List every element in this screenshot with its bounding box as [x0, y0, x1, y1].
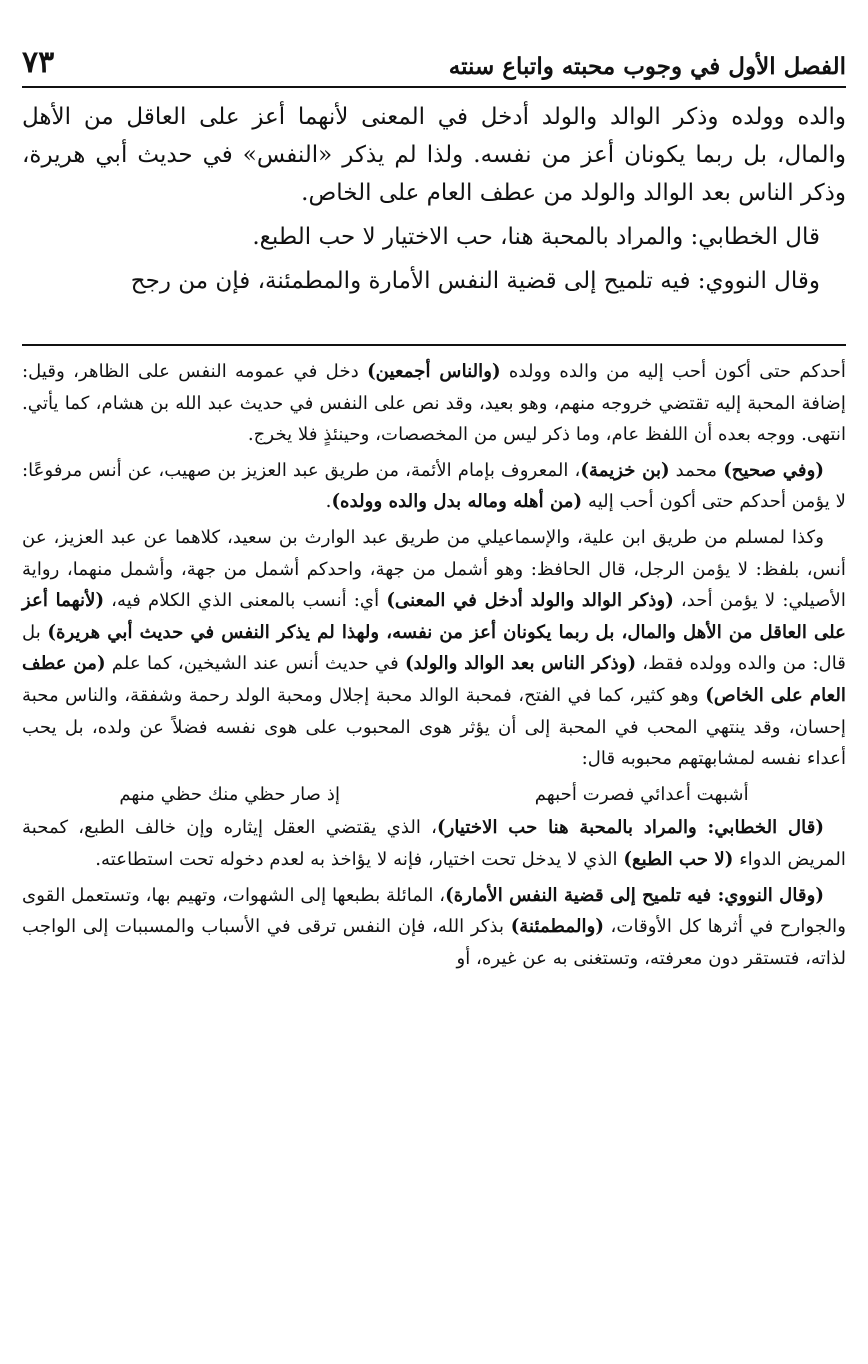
commentary-text: بذكر الله، فإن النفس ترقى في الأسباب والمسببات إلى الواجب لذاته، فتستقر دون معرفته، وتستغنى به عن غيره، أو [22, 916, 846, 969]
page-number: ٧٣ [22, 45, 55, 80]
commentary-quote: (قال الخطابي: والمراد بالمحبة هنا حب الاختيار) [436, 817, 824, 839]
commentary-text: دخل في عمومه النفس على الظاهر، وقيل: إضافة المحبة إليه تقتضي خروجه منهم، وهو بعيد، وقد نص على النفس في حديث عبد الله بن هشام، كما يأتي. انتهى. ووجه بعده أن اللفظ عام، وما ذكر ليس من المخصصات، وحينئذٍ فلا يخرج. [22, 361, 846, 446]
commentary-quote: (من عطف العام على الخاص) [22, 653, 846, 706]
commentary-text: بل قال: من والده وولده فقط، [22, 621, 846, 675]
commentary-text: أي: أنسب بالمعنى الذي الكلام فيه، [104, 590, 387, 612]
main-paragraph-1: والده وولده وذكر الوالد والولد أدخل في المعنى لأنهما أعز على العاقل من الأهل والمال، بل ربما يكونان أعز من نفسه. ولذا لم يذكر «النفس» في حديث أبي هريرة، وذكر الناس بعد الوالد والولد من عطف العام على الخاص. [22, 104, 846, 206]
commentary-quote: (والمطمئنة) [510, 916, 604, 938]
commentary-paragraph-1 [22, 356, 846, 451]
commentary-paragraph-4 [22, 812, 846, 875]
commentary-paragraph-3 [22, 522, 846, 775]
section-divider [22, 344, 846, 346]
commentary-text: محمد [669, 459, 724, 481]
poem-hemistich-2: إذ صار حظي منك حظي منهم [119, 783, 341, 805]
running-header [22, 36, 846, 88]
commentary-quote: (وقال النووي: فيه تلميح إلى قضية النفس الأمارة) [445, 884, 825, 906]
commentary-quote: (والناس أجمعين) [367, 361, 501, 382]
commentary-quote: (بن خزيمة) [580, 459, 670, 481]
chapter-title: الفصل الأول في وجوب محبته واتباع سنته [448, 53, 846, 80]
commentary-quote: (من أهله وماله بدل والده وولده) [331, 491, 583, 513]
main-paragraph-3: وقال النووي: فيه تلميح إلى قضية النفس الأمارة والمطمئنة، فإن من رجح [130, 268, 820, 294]
main-text [22, 98, 846, 306]
commentary-text: ، المعروف بإمام الأئمة، من طريق عبد العزيز بن صهيب، عن أنس مرفوعًا: لا يؤمن أحدكم حتى أكون أحب إليه [22, 459, 846, 513]
commentary-text: في حديث أنس عند الشيخين، كما علم [105, 653, 405, 675]
commentary-paragraph-2 [22, 455, 846, 518]
commentary-quote: (لا حب الطبع) [623, 848, 734, 870]
commentary-text: أحدكم حتى أكون أحب إليه من والده وولده [500, 361, 846, 382]
commentary-text: وكذا لمسلم من طريق ابن علية، والإسماعيلي من طريق عبد الوارث بن سعيد، كلاهما عن عبد العزيز، عن أنس، بلفظ: لا يؤمن الرجل، قال الحافظ: وهو أشمل من جهة، واحدكم أشمل من جهة، وأشمل منهما، رواية الأصيلي: لا يؤمن أحد، [22, 526, 846, 612]
commentary [22, 356, 846, 978]
commentary-quote: (وفي صحيح) [723, 459, 825, 481]
main-paragraph-2: قال الخطابي: والمراد بالمحبة هنا، حب الاختيار لا حب الطبع. [252, 224, 820, 250]
commentary-quote: (وذكر الوالد والولد أدخل في المعنى) [386, 590, 674, 612]
commentary-text: ، المائلة بطبعها إلى الشهوات، وتهيم بها، وتستعمل القوى والجوارح في أثرها كل الأوقات، [22, 884, 846, 938]
commentary-text: . [325, 491, 332, 513]
commentary-text: ، الذي يقتضي العقل إيثاره وإن خالف الطبع، كمحبة المريض الدواء [22, 817, 846, 870]
commentary-quote: (وذكر الناس بعد الوالد والولد) [405, 653, 637, 675]
commentary-text: وهو كثير، كما في الفتح، فمحبة الوالد محبة إجلال ومحبة الولد رحمة وشفقة، والناس محبة إحسان، وقد ينتهي المحب في المحبة إلى أن يؤثر هوى المحبوب على هوى نفسه فضلاً عن ولده، بل يحب أعداء نفسه لمشابهتهم محبوبه قال: [22, 684, 846, 770]
poem-verse [22, 779, 846, 811]
commentary-text: الذي لا يدخل تحت اختيار، فإنه لا يؤاخذ به لعدم دخوله تحت استطاعته. [95, 848, 624, 870]
commentary-quote: (لأنهما أعز على العاقل من الأهل والمال، بل ربما يكونان أعز من نفسه، ولهذا لم يذكر النفس في حديث أبي هريرة) [22, 590, 846, 643]
poem-hemistich-1: أشبهت أعدائي فصرت أحبهم [534, 783, 749, 805]
commentary-paragraph-5 [22, 880, 846, 975]
